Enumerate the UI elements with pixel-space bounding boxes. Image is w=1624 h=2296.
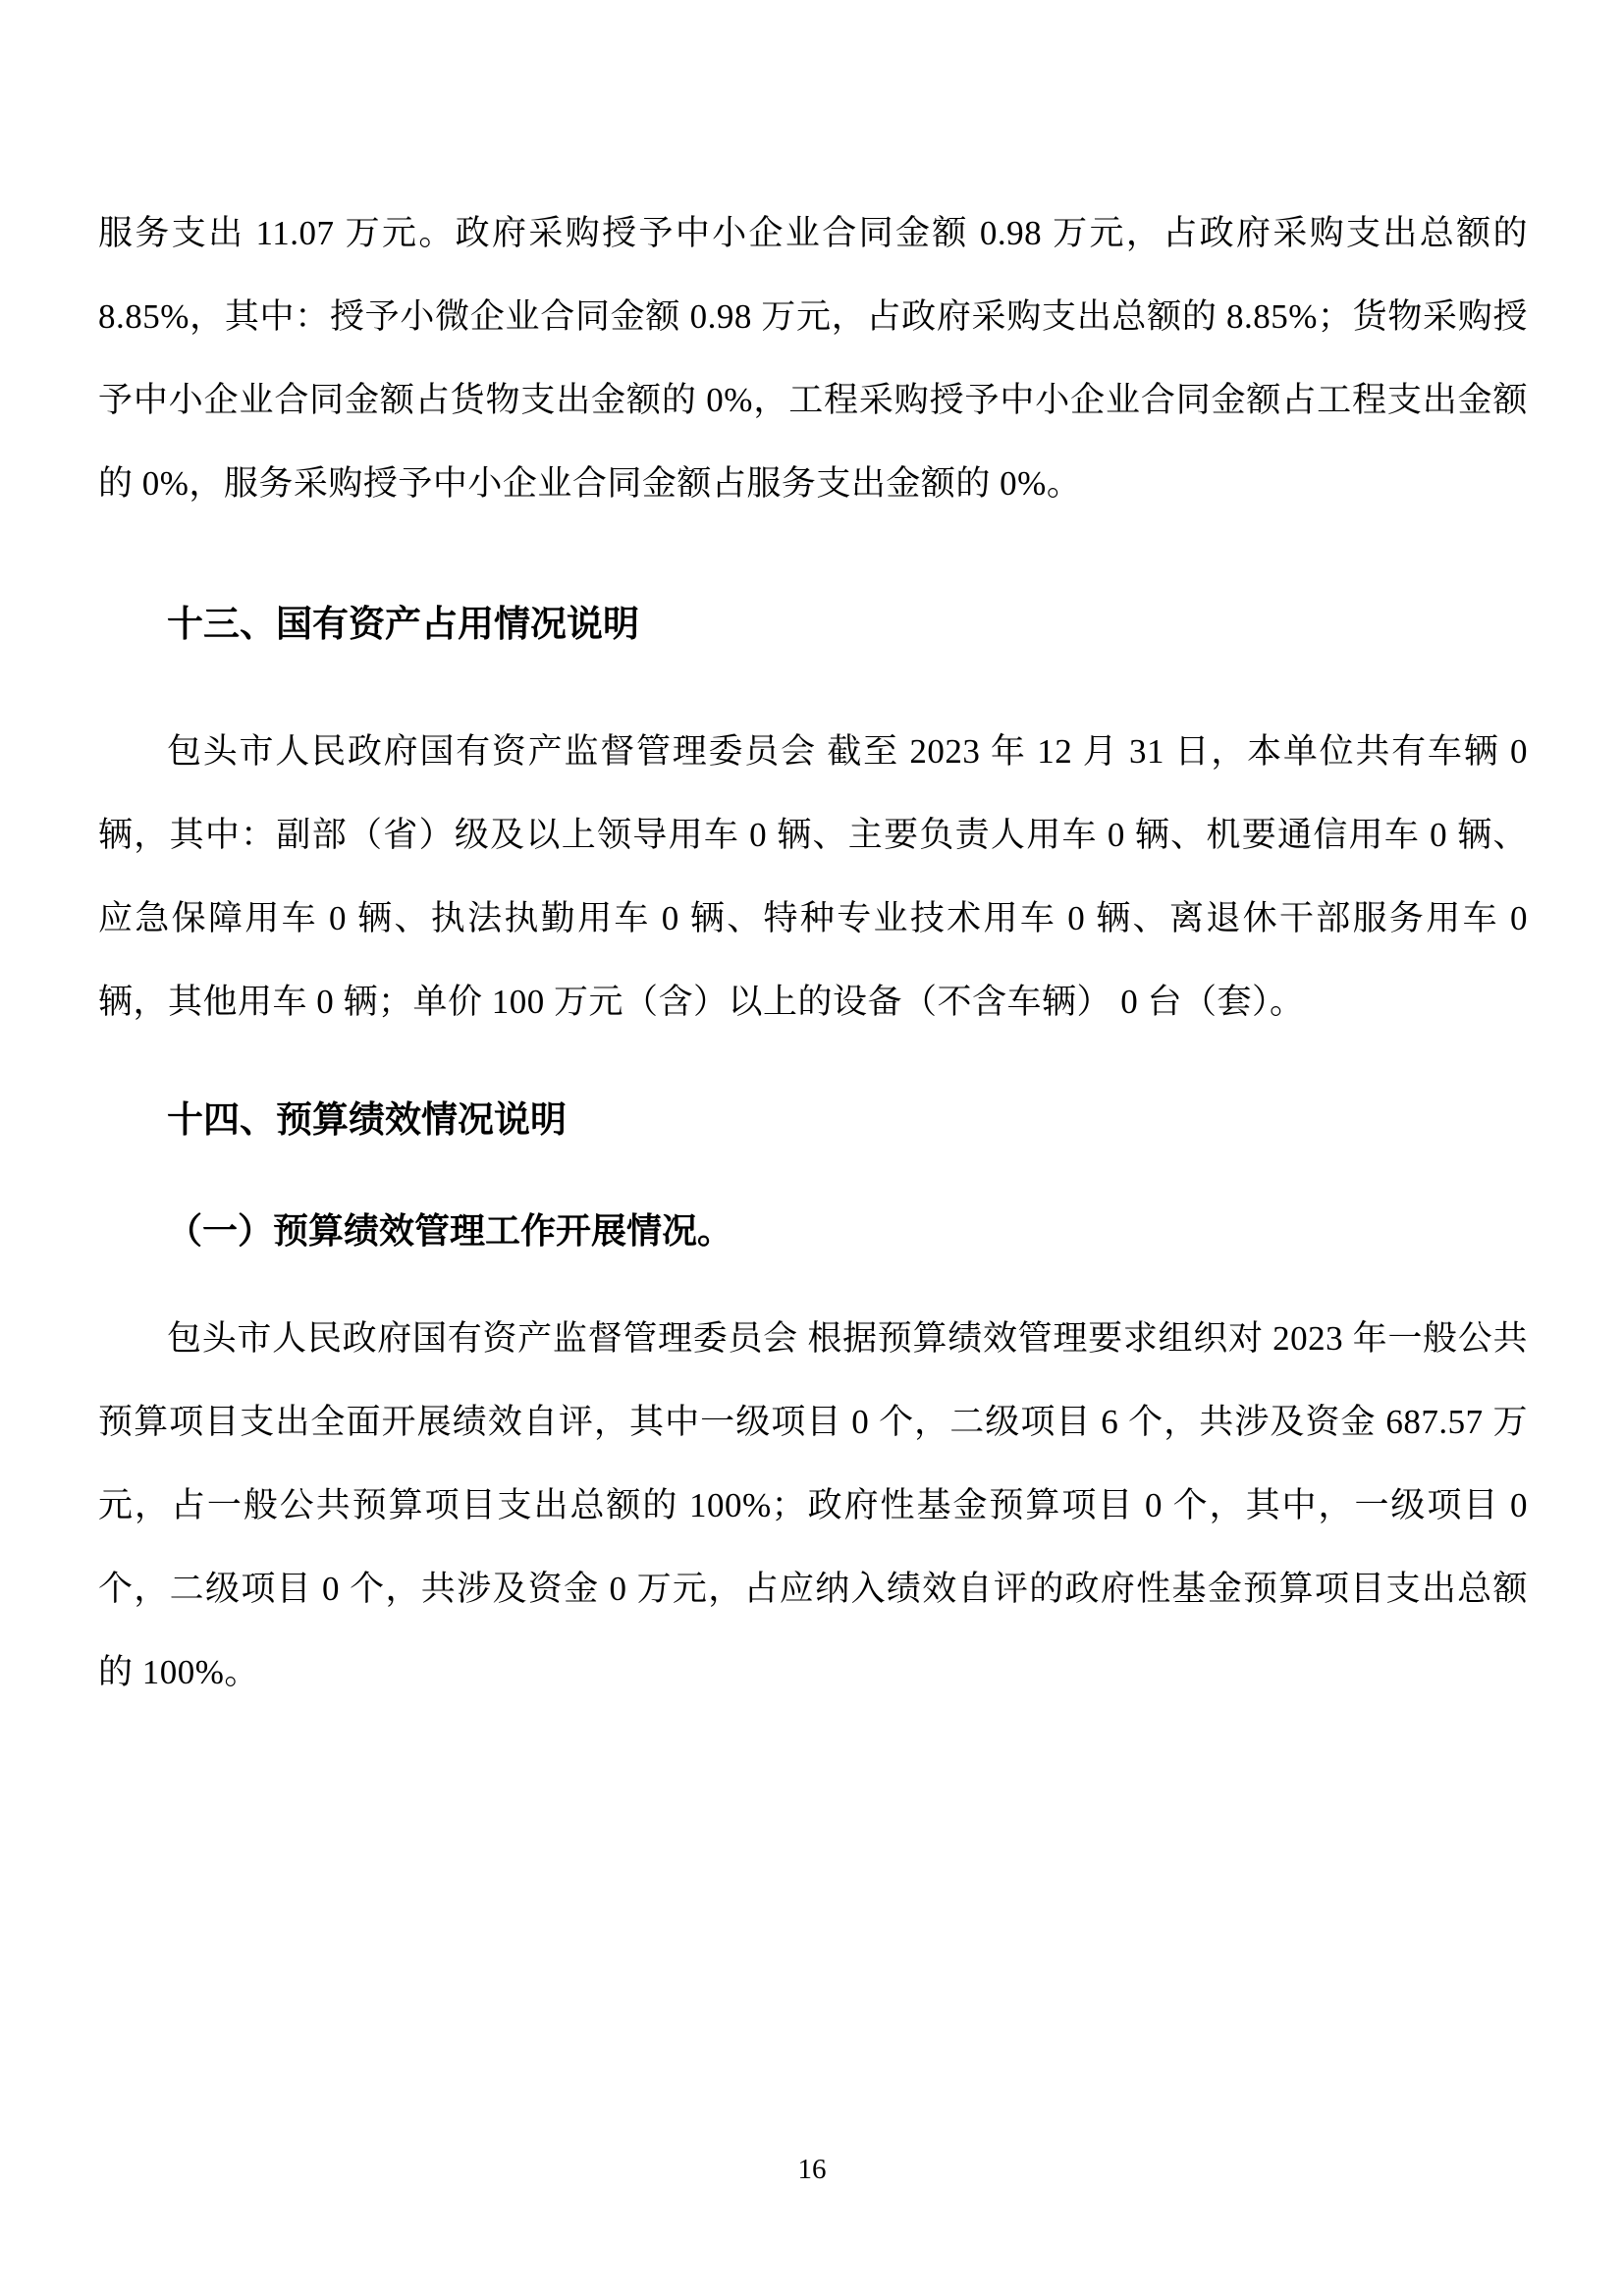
paragraph-state-assets: 包头市人民政府国有资产监督管理委员会 截至 2023 年 12 月 31 日，本单位共有车辆 0 辆，其中：副部（省）级及以上领导用车 0 辆、主要负责人用车 0 辆、机要通信用车 0 辆、应急保障用车 0 辆、执法执勤用车 0 辆、特种专业技术用车 0 辆、离退休干部服务用车 0 辆，其他用车 0 辆；单价 100 万元（含）以上的设备（不含车辆） 0 台（套）。 xyxy=(98,732,1528,1021)
subsection-heading-14-1: （一）预算绩效管理工作开展情况。 xyxy=(167,1210,733,1251)
document-content xyxy=(98,191,1528,1714)
section-heading-13-state-assets: 十三、国有资产占用情况说明 xyxy=(167,604,639,644)
page-number: 16 xyxy=(797,2154,827,2185)
paragraph-procurement-continuation: 服务支出 11.07 万元。政府采购授予中小企业合同金额 0.98 万元，占政府采购支出总额的 8.85%，其中：授予小微企业合同金额 0.98 万元，占政府采购支出总额的 8.85%；货物采购授予中小企业合同金额占货物支出金额的 0%，工程采购授予中小企业合同金额占工程支出金额的 0%，服务采购授予中小企业合同金额占服务支出金额的 0%。 xyxy=(98,214,1528,503)
section-heading-14-budget-performance: 十四、预算绩效情况说明 xyxy=(167,1099,567,1140)
paragraph-budget-performance: 包头市人民政府国有资产监督管理委员会 根据预算绩效管理要求组织对 2023 年一般公共预算项目支出全面开展绩效自评，其中一级项目 0 个，二级项目 6 个，共涉及资金 687.57 万元，占一般公共预算项目支出总额的 100%；政府性基金预算项目 0 个，其中，一级项目 0 个，二级项目 0 个，共涉及资金 0 万元，占应纳入绩效自评的政府性基金预算项目支出总额的 100%。 xyxy=(98,1319,1528,1691)
